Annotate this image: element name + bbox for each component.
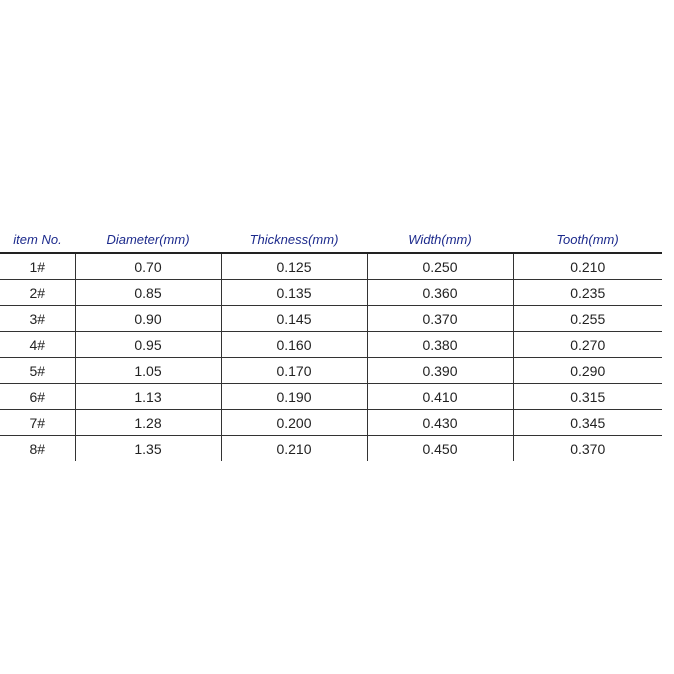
cell-thickness: 0.160 [221, 332, 367, 358]
cell-width: 0.250 [367, 253, 513, 280]
cell-item-no: 8# [29, 440, 46, 457]
cell-item-no: 7# [0, 410, 75, 436]
cell-item-no: 6# [0, 384, 75, 410]
spec-table [0, 226, 662, 461]
cell-thickness: 0.210 [221, 436, 367, 462]
cell-item-no: 1# [0, 253, 75, 280]
header-width: Width(mm) [367, 226, 513, 253]
cell-width: 0.390 [367, 358, 513, 384]
cell-diameter: 1.35 [75, 436, 221, 462]
cell-tooth: 0.235 [513, 280, 662, 306]
cell-tooth: 0.345 [513, 410, 662, 436]
table-row [0, 436, 662, 462]
cell-item-no: 3# [0, 306, 75, 332]
cell-diameter: 1.13 [75, 384, 221, 410]
cell-diameter: 0.95 [75, 332, 221, 358]
cell-tooth: 0.210 [513, 253, 662, 280]
cell-thickness: 0.135 [221, 280, 367, 306]
cell-item-no: 2# [0, 280, 75, 306]
table-row [0, 280, 662, 306]
table-row [0, 410, 662, 436]
cell-item-no: 4# [0, 332, 75, 358]
cell-thickness: 0.145 [221, 306, 367, 332]
cell-thickness: 0.170 [221, 358, 367, 384]
cell-tooth: 0.290 [513, 358, 662, 384]
cell-item-no: 5# [0, 358, 75, 384]
header-item-no: item No. [0, 226, 75, 253]
cell-tooth: 0.370 [513, 436, 662, 462]
cell-tooth: 0.315 [513, 384, 662, 410]
table-row [0, 306, 662, 332]
cell-diameter: 1.05 [75, 358, 221, 384]
cell-diameter: 1.28 [75, 410, 221, 436]
spec-table-container [0, 226, 662, 461]
table-row [0, 384, 662, 410]
table-row [0, 358, 662, 384]
table-row [0, 253, 662, 280]
cell-thickness: 0.200 [221, 410, 367, 436]
cell-thickness: 0.190 [221, 384, 367, 410]
cell-tooth: 0.270 [513, 332, 662, 358]
cell-diameter: 0.90 [75, 306, 221, 332]
cell-diameter: 0.85 [75, 280, 221, 306]
cell-width: 0.370 [367, 306, 513, 332]
cell-width: 0.360 [367, 280, 513, 306]
cell-thickness: 0.125 [221, 253, 367, 280]
table-row [0, 332, 662, 358]
header-tooth: Tooth(mm) [513, 226, 662, 253]
cell-width: 0.430 [367, 410, 513, 436]
header-diameter: Diameter(mm) [75, 226, 221, 253]
cell-tooth: 0.255 [513, 306, 662, 332]
cell-width: 0.380 [367, 332, 513, 358]
header-thickness: Thickness(mm) [221, 226, 367, 253]
cell-width: 0.450 [367, 436, 513, 462]
header-row [0, 226, 662, 253]
cell-width: 0.410 [367, 384, 513, 410]
cell-diameter: 0.70 [75, 253, 221, 280]
